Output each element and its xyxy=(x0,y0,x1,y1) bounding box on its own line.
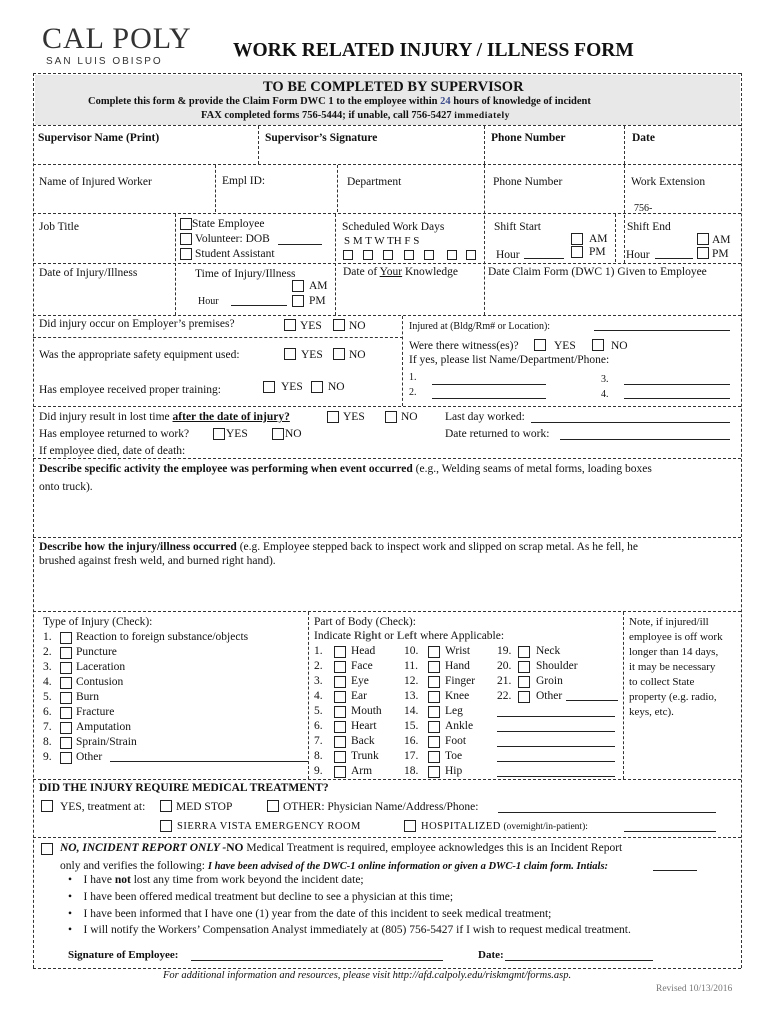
body-part-checkbox[interactable] xyxy=(334,691,346,703)
body-part-label: Arm xyxy=(351,765,373,777)
body-part-number: 13. xyxy=(404,690,419,702)
injury-type-number: 5. xyxy=(43,691,52,703)
date-returned-line[interactable] xyxy=(560,439,730,440)
safety-yes: YES xyxy=(301,349,323,361)
injury-type-checkbox[interactable] xyxy=(60,632,72,644)
premises-no-checkbox[interactable] xyxy=(333,319,345,331)
body-part-checkbox[interactable] xyxy=(428,706,440,718)
body-part-label: Leg xyxy=(445,705,463,717)
witness-3-line[interactable] xyxy=(624,384,730,385)
describe-how-label: Describe how the injury/illness occurred (e.g. Employee stepped back to inspect work and slipped on scrap metal. As he fell, he xyxy=(39,541,638,553)
medical-yes-label: YES, treatment at: xyxy=(60,801,146,813)
shift-start-hour: Hour xyxy=(496,249,520,261)
signature-date-line[interactable] xyxy=(505,960,653,961)
med-stop-checkbox[interactable] xyxy=(160,800,172,812)
volunteer-checkbox[interactable] xyxy=(180,233,192,245)
injury-type-checkbox[interactable] xyxy=(60,647,72,659)
incident-bullet-1: • I have not lost any time from work beyond the incident date; xyxy=(68,874,364,886)
other-body-part-line[interactable] xyxy=(566,700,618,701)
job-title-label: Job Title xyxy=(39,221,79,233)
lost-time-no: NO xyxy=(401,411,418,423)
supervisor-signature-label: Supervisor’s Signature xyxy=(265,132,378,144)
body-part-checkbox[interactable] xyxy=(428,721,440,733)
body-part-number: 5. xyxy=(314,705,323,717)
body-part-indicate: Indicate Right or Left where Applicable: xyxy=(314,630,505,642)
hospitalized-checkbox[interactable] xyxy=(404,820,416,832)
other-injury-line[interactable] xyxy=(110,761,308,762)
body-part-label: Trunk xyxy=(351,750,379,762)
body-part-checkbox[interactable] xyxy=(334,646,346,658)
injury-type-label: Burn xyxy=(76,691,99,703)
day-checkbox[interactable] xyxy=(404,250,414,260)
shift-start-am: AM xyxy=(589,233,608,245)
shift-end-label: Shift End xyxy=(627,221,671,233)
safety-no-checkbox[interactable] xyxy=(333,348,345,360)
injury-hour-line[interactable] xyxy=(231,305,287,306)
body-part-number: 6. xyxy=(314,720,323,732)
hospitalized-label: HOSPITALIZED (overnight/in-patient): xyxy=(421,821,588,832)
lost-time-no-checkbox[interactable] xyxy=(385,411,397,423)
body-part-label: Ear xyxy=(351,690,367,702)
med-stop-label: MED STOP xyxy=(176,801,233,813)
injury-type-heading: Type of Injury (Check): xyxy=(43,616,153,628)
body-part-number: 21. xyxy=(497,675,512,687)
body-part-number: 20. xyxy=(497,660,512,672)
returned-no: NO xyxy=(285,428,302,440)
student-assistant-label: Student Assistant xyxy=(195,248,275,260)
body-part-extra-line[interactable] xyxy=(497,746,615,747)
body-part-checkbox[interactable] xyxy=(428,646,440,658)
note-line: longer than 14 days, xyxy=(629,646,719,658)
revised-date: Revised 10/13/2016 xyxy=(656,984,733,994)
premises-yes: YES xyxy=(300,320,322,332)
training-yes: YES xyxy=(281,381,303,393)
body-part-label: Heart xyxy=(351,720,377,732)
note-line: Note, if injured/ill xyxy=(629,616,709,628)
body-part-extra-line[interactable] xyxy=(497,716,615,717)
body-part-label: Ankle xyxy=(445,720,474,732)
body-part-label: Hand xyxy=(445,660,470,672)
body-part-number: 10. xyxy=(404,645,419,657)
date-of-injury-label: Date of Injury/Illness xyxy=(39,267,138,279)
returned-question: Has employee returned to work? xyxy=(39,428,190,440)
premises-yes-checkbox[interactable] xyxy=(284,319,296,331)
body-part-checkbox[interactable] xyxy=(334,661,346,673)
witness-no: NO xyxy=(611,340,628,352)
witness-1-line[interactable] xyxy=(432,384,546,385)
day-checkbox[interactable] xyxy=(343,250,353,260)
body-part-heading: Part of Body (Check): xyxy=(314,616,416,628)
date-returned-label: Date returned to work: xyxy=(445,428,550,440)
describe-how-line2: brushed against fresh weld, and burned right hand). xyxy=(39,555,276,567)
employee-signature-line[interactable] xyxy=(191,960,443,961)
safety-no: NO xyxy=(349,349,366,361)
sierra-vista-checkbox[interactable] xyxy=(160,820,172,832)
body-part-checkbox[interactable] xyxy=(334,706,346,718)
lost-time-question: Did injury result in lost time after the date of injury? xyxy=(39,411,290,423)
body-part-label: Back xyxy=(351,735,375,747)
injury-type-checkbox[interactable] xyxy=(60,722,72,734)
incident-bullet-3: • I have been informed that I have one (1) year from the date of this incident to seek medical treatment; xyxy=(68,908,552,920)
describe-activity-line2: onto truck). xyxy=(39,481,93,493)
day-checkbox[interactable] xyxy=(447,250,457,260)
injury-type-label: Contusion xyxy=(76,676,124,688)
body-part-label: Foot xyxy=(445,735,467,747)
incident-bullet-2: • I have been offered medical treatment but decline to see a physician at this time; xyxy=(68,891,454,903)
body-part-number: 16. xyxy=(404,735,419,747)
body-part-number: 11. xyxy=(404,660,418,672)
dob-line[interactable] xyxy=(278,244,322,245)
day-checkbox[interactable] xyxy=(383,250,393,260)
premises-no: NO xyxy=(349,320,366,332)
body-part-extra-line[interactable] xyxy=(497,731,615,732)
department-label: Department xyxy=(347,176,402,188)
note-line: to collect State xyxy=(629,676,695,688)
shift-start-label: Shift Start xyxy=(494,221,541,233)
medical-treatment-question: DID THE INJURY REQUIRE MEDICAL TREATMENT? xyxy=(39,782,329,794)
last-day-worked-label: Last day worked: xyxy=(445,411,525,423)
body-part-number: 12. xyxy=(404,675,419,687)
empl-id-label: Empl ID: xyxy=(222,175,266,187)
training-no: NO xyxy=(328,381,345,393)
injury-type-number: 6. xyxy=(43,706,52,718)
body-part-number: 22. xyxy=(497,690,512,702)
banner-line2: FAX completed forms 756-5444; if unable, call 756-5427 immediately xyxy=(201,110,510,121)
injury-type-label: Laceration xyxy=(76,661,126,673)
lost-time-yes: YES xyxy=(343,411,365,423)
state-employee-checkbox[interactable] xyxy=(180,218,192,230)
body-part-label: Hip xyxy=(445,765,463,777)
body-part-label: Face xyxy=(351,660,373,672)
sierra-vista-label: SIERRA VISTA EMERGENCY ROOM xyxy=(177,821,361,832)
form-title: WORK RELATED INJURY / ILLNESS FORM xyxy=(233,40,634,61)
witness-number-3: 3. xyxy=(601,374,609,385)
initials-line[interactable] xyxy=(653,870,697,871)
body-part-label: Eye xyxy=(351,675,369,687)
date-of-knowledge-label: Date of Your Knowledge xyxy=(343,266,458,278)
describe-activity-label: Describe specific activity the employee was performing when event occurred (e.g., Welding seams of metal forms, loading boxes xyxy=(39,463,652,475)
body-part-checkbox[interactable] xyxy=(334,721,346,733)
injury-type-checkbox[interactable] xyxy=(60,677,72,689)
body-part-label: Knee xyxy=(445,690,470,702)
body-part-extra-line[interactable] xyxy=(497,761,615,762)
incident-verify: only and verifies the following: I have been advised of the DWC-1 online information or given a DWC-1 claim form. Intials: xyxy=(60,860,609,872)
state-employee-label: State Employee xyxy=(192,218,265,230)
incident-bullet-4: • I will notify the Workers’ Compensation Analyst immediately at (805) 756-5427 if I wish to request medical treatment. xyxy=(68,924,631,936)
shift-start-pm: PM xyxy=(589,246,606,258)
date-of-death-label: If employee died, date of death: xyxy=(39,445,186,457)
witness-number-2: 2. xyxy=(409,387,417,398)
injury-pm: PM xyxy=(309,295,326,307)
body-part-number: 7. xyxy=(314,735,323,747)
injury-pm-checkbox[interactable] xyxy=(292,295,304,307)
body-part-label: Finger xyxy=(445,675,476,687)
injury-type-label: Amputation xyxy=(76,721,131,733)
injury-location-label: Injured at (Bldg/Rm# or Location): xyxy=(409,321,551,332)
returned-yes-checkbox[interactable] xyxy=(213,428,225,440)
last-day-worked-line[interactable] xyxy=(531,422,730,423)
injury-type-label: Other xyxy=(76,751,103,763)
witness-yes-checkbox[interactable] xyxy=(534,339,546,351)
body-part-label: Other xyxy=(536,690,563,702)
body-part-number: 14. xyxy=(404,705,419,717)
body-part-label: Wrist xyxy=(445,645,471,657)
day-checkbox[interactable] xyxy=(363,250,373,260)
body-part-label: Groin xyxy=(536,675,563,687)
other-physician-label: OTHER: Physician Name/Address/Phone: xyxy=(283,801,479,813)
incident-title: NO, INCIDENT REPORT ONLY -NO Medical Treatment is required, employee acknowledges this is an Incident Report xyxy=(60,842,623,854)
body-part-number: 9. xyxy=(314,765,323,777)
training-yes-checkbox[interactable] xyxy=(263,381,275,393)
scheduled-days-label: Scheduled Work Days xyxy=(342,221,445,233)
injury-location-line[interactable] xyxy=(594,330,730,331)
body-part-checkbox[interactable] xyxy=(428,691,440,703)
body-part-number: 17. xyxy=(404,750,419,762)
shift-start-pm-checkbox[interactable] xyxy=(571,246,583,258)
shift-end-hour-line[interactable] xyxy=(655,258,693,259)
injury-type-number: 4. xyxy=(43,676,52,688)
employee-signature-label: Signature of Employee: xyxy=(68,949,179,961)
volunteer-label: Volunteer: DOB xyxy=(195,233,270,245)
day-checkbox[interactable] xyxy=(466,250,476,260)
body-part-number: 1. xyxy=(314,645,323,657)
body-part-number: 3. xyxy=(314,675,323,687)
returned-yes: YES xyxy=(226,428,248,440)
body-part-checkbox[interactable] xyxy=(428,676,440,688)
training-no-checkbox[interactable] xyxy=(311,381,323,393)
body-part-checkbox[interactable] xyxy=(428,766,440,778)
returned-no-checkbox[interactable] xyxy=(272,428,284,440)
injury-type-number: 1. xyxy=(43,631,52,643)
body-part-checkbox[interactable] xyxy=(428,751,440,763)
witness-number-1: 1. xyxy=(409,372,417,383)
body-part-number: 2. xyxy=(314,660,323,672)
body-part-checkbox[interactable] xyxy=(518,691,530,703)
body-part-number: 18. xyxy=(404,765,419,777)
body-part-checkbox[interactable] xyxy=(518,661,530,673)
footer-note: For additional information and resources, please visit http://afd.calpoly.edu/riskmgmt/forms.asp. xyxy=(163,970,572,981)
medical-yes-checkbox[interactable] xyxy=(41,800,53,812)
shift-end-pm-checkbox[interactable] xyxy=(697,247,709,259)
note-line: it may be necessary xyxy=(629,661,716,673)
injury-type-number: 8. xyxy=(43,736,52,748)
injury-type-number: 3. xyxy=(43,661,52,673)
safety-yes-checkbox[interactable] xyxy=(284,348,296,360)
body-part-label: Head xyxy=(351,645,376,657)
body-part-label: Toe xyxy=(445,750,463,762)
shift-end-am-checkbox[interactable] xyxy=(697,233,709,245)
work-extension-label: Work Extension xyxy=(631,176,706,188)
lost-time-yes-checkbox[interactable] xyxy=(327,411,339,423)
note-line: property (e.g. radio, xyxy=(629,691,717,703)
supervisor-date-label: Date xyxy=(632,132,655,144)
witness-no-checkbox[interactable] xyxy=(592,339,604,351)
worker-name-label: Name of Injured Worker xyxy=(39,176,152,188)
body-part-checkbox[interactable] xyxy=(334,736,346,748)
banner-heading: TO BE COMPLETED BY SUPERVISOR xyxy=(263,79,524,95)
body-part-checkbox[interactable] xyxy=(334,766,346,778)
body-part-checkbox[interactable] xyxy=(428,736,440,748)
body-part-number: 4. xyxy=(314,690,323,702)
extension-prefix: 756- xyxy=(634,203,653,214)
body-part-checkbox[interactable] xyxy=(518,676,530,688)
time-of-injury-label: Time of Injury/Illness xyxy=(195,268,296,280)
injury-type-checkbox[interactable] xyxy=(60,662,72,674)
body-part-checkbox[interactable] xyxy=(334,676,346,688)
witness-list-label: If yes, please list Name/Department/Phone: xyxy=(409,354,610,366)
injury-type-number: 9. xyxy=(43,751,52,763)
body-part-label: Shoulder xyxy=(536,660,578,672)
signature-date-label: Date: xyxy=(478,949,504,961)
injury-hour: Hour xyxy=(198,296,219,307)
injury-type-label: Puncture xyxy=(76,646,117,658)
training-question: Has employee received proper training: xyxy=(39,384,222,396)
body-part-extra-line[interactable] xyxy=(497,776,615,777)
body-part-checkbox[interactable] xyxy=(518,646,530,658)
body-part-number: 19. xyxy=(497,645,512,657)
student-assistant-checkbox[interactable] xyxy=(180,248,192,260)
day-checkbox[interactable] xyxy=(424,250,434,260)
supervisor-name-label: Supervisor Name (Print) xyxy=(38,132,160,144)
injury-type-label: Reaction to foreign substance/objects xyxy=(76,631,249,643)
injury-type-checkbox[interactable] xyxy=(60,692,72,704)
injury-type-number: 7. xyxy=(43,721,52,733)
injury-type-label: Sprain/Strain xyxy=(76,736,137,748)
premises-question: Did injury occur on Employer’s premises? xyxy=(39,318,235,330)
shift-end-hour: Hour xyxy=(626,249,650,261)
safety-question: Was the appropriate safety equipment used: xyxy=(39,349,240,361)
worker-phone-label: Phone Number xyxy=(493,176,563,188)
body-part-number: 8. xyxy=(314,750,323,762)
claim-form-given-label: Date Claim Form (DWC 1) Given to Employee xyxy=(488,266,707,278)
body-part-checkbox[interactable] xyxy=(334,751,346,763)
incident-only-checkbox[interactable] xyxy=(41,843,53,855)
body-part-number: 15. xyxy=(404,720,419,732)
body-part-label: Neck xyxy=(536,645,561,657)
witnesses-question: Were there witness(es)? xyxy=(409,340,519,352)
banner-line1: Complete this form & provide the Claim Form DWC 1 to the employee within 24 hours of knowledge of incident xyxy=(88,96,591,107)
witness-2-line[interactable] xyxy=(432,398,546,399)
body-part-label: Mouth xyxy=(351,705,382,717)
injury-am: AM xyxy=(309,280,328,292)
logo-sub: SAN LUIS OBISPO xyxy=(46,56,163,67)
injury-type-label: Fracture xyxy=(76,706,115,718)
witness-yes: YES xyxy=(554,340,576,352)
note-line: keys, etc). xyxy=(629,706,674,718)
witness-number-4: 4. xyxy=(601,389,609,400)
hospital-line[interactable] xyxy=(624,831,716,832)
shift-end-pm: PM xyxy=(712,248,729,260)
other-physician-checkbox[interactable] xyxy=(267,800,279,812)
days-of-week: S M T W TH F S xyxy=(344,235,420,247)
injury-type-checkbox[interactable] xyxy=(60,707,72,719)
note-line: employee is off work xyxy=(629,631,723,643)
shift-start-am-checkbox[interactable] xyxy=(571,233,583,245)
injury-type-checkbox[interactable] xyxy=(60,737,72,749)
witness-4-line[interactable] xyxy=(624,398,730,399)
body-part-checkbox[interactable] xyxy=(428,661,440,673)
logo-name: CAL POLY xyxy=(42,22,192,55)
injury-type-checkbox[interactable] xyxy=(60,752,72,764)
physician-line[interactable] xyxy=(498,812,716,813)
supervisor-phone-label: Phone Number xyxy=(491,132,566,144)
shift-start-hour-line[interactable] xyxy=(524,258,564,259)
injury-type-number: 2. xyxy=(43,646,52,658)
shift-end-am: AM xyxy=(712,234,731,246)
injury-am-checkbox[interactable] xyxy=(292,280,304,292)
